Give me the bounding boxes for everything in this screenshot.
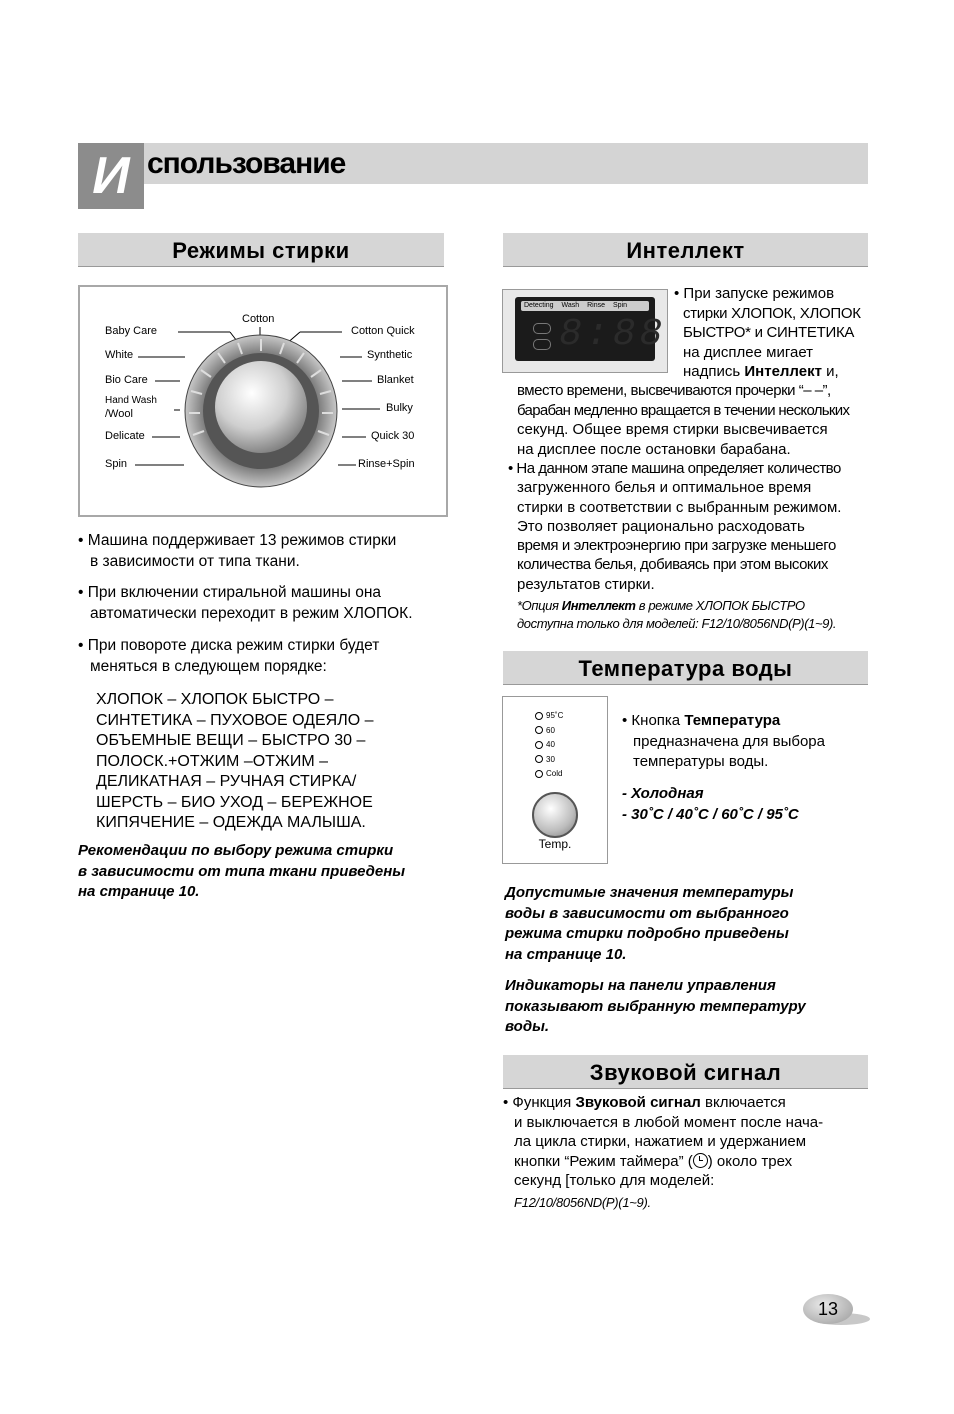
indicator-led-icon (535, 741, 543, 749)
intellect-term: Интеллект (744, 363, 822, 380)
text-line: в зависимости от типа ткани. (90, 552, 300, 570)
modes-note (78, 841, 458, 903)
text-line: • Машина поддерживает 13 режимов стирки (78, 532, 397, 549)
text-line (503, 1152, 873, 1172)
dial-label-quick-30: Quick 30 (371, 430, 415, 442)
temp-button[interactable] (532, 792, 578, 838)
mode-order-list (96, 690, 446, 834)
temperature-note-1 (505, 883, 875, 965)
temp-level-30 (535, 753, 563, 768)
text-line: воды. (505, 1018, 550, 1035)
text-line (622, 711, 872, 732)
text-line: Индикаторы на панели управления (505, 977, 776, 994)
dial-label-cotton-quick: Cotton Quick (351, 325, 415, 337)
sound-bullet (503, 1093, 873, 1212)
progress-strip (521, 301, 649, 311)
temp-level-label: 40 (546, 740, 555, 749)
text-line (674, 362, 874, 382)
dial-label-bulky: Bulky (386, 402, 413, 414)
text-line: вместо времени, высвечиваются прочерки “– –”, (517, 382, 831, 399)
temp-level-label: 60 (546, 725, 555, 735)
section-heading-temperature: Температура воды (503, 651, 868, 685)
indicator-led-icon (535, 755, 543, 763)
lcd-spin-label: Spin (612, 302, 627, 309)
section-heading-intellect: Интеллект (503, 233, 868, 267)
header-initial-letter: И (78, 143, 144, 209)
temp-level-95 (535, 709, 563, 724)
sound-term: Звуковой сигнал (575, 1094, 701, 1111)
text-line: • При включении стиральной машины она (78, 584, 382, 601)
temperature-term: Температура (684, 712, 781, 729)
text-line: • При повороте диска режим стирки будет (78, 637, 380, 654)
temp-value-cold: - Холодная (622, 785, 704, 802)
page-title: спользование (147, 147, 346, 180)
text-line: автоматически переходит в режим ХЛОПОК. (90, 604, 413, 622)
temp-level-label: 95˚C (546, 711, 564, 720)
temperature-bullet (622, 711, 872, 773)
dial-label-hand-wash: Hand Wash (105, 395, 157, 406)
indicator-led-icon (535, 726, 543, 734)
temp-level-label: 30 (546, 754, 555, 764)
text-span: ) около трех (707, 1152, 793, 1170)
text-line: ла цикла стирки, нажатием и удержанием (514, 1133, 807, 1150)
text-line: стирки в соответствии с выбранным режимом. (517, 498, 842, 516)
lcd-wash-label: Wash (561, 302, 580, 309)
text-span: надпись (683, 363, 745, 380)
temp-button-label: Temp. (538, 837, 572, 851)
text-line: на дисплее после остановки барабана. (517, 440, 791, 458)
dial-label-spin: Spin (105, 458, 128, 470)
text-line: время и электроэнергию при загрузке меньшего (517, 537, 836, 555)
text-line: на странице 10. (505, 945, 627, 963)
temperature-values (622, 784, 872, 825)
section-heading-modes: Режимы стирки (78, 233, 444, 267)
page-number: 13 (803, 1294, 853, 1324)
text-line (517, 597, 877, 615)
text-line: БЫСТРО* и СИНТЕТИКА (683, 324, 855, 341)
temperature-panel-figure (502, 696, 608, 864)
text-line: воды в зависимости от выбранного (505, 904, 789, 922)
temp-level-cold (535, 767, 563, 782)
mode-order-line: ОБЪЕМНЫЕ ВЕЩИ – БЫСТРО 30 – (96, 732, 366, 749)
text-line: в зависимости от типа ткани приведены (78, 862, 406, 880)
text-line: загруженного белья и оптимальное время (517, 479, 812, 497)
play-pause-icon (533, 339, 551, 350)
text-span: включается (700, 1094, 786, 1111)
text-line: результатов стирки. (517, 575, 655, 593)
text-line: секунд. Общее время стирки высвечивается (517, 421, 828, 438)
text-line: режима стирки подробно приведены (505, 925, 789, 942)
dial-label-white: White (105, 349, 134, 361)
text-line: Допустимые значения температуры (505, 884, 794, 901)
lcd-detecting-label: Detecting (524, 302, 554, 309)
text-line: F12/10/8056ND(P)(1~9). (514, 1194, 651, 1210)
lcd-digits: 8:88 (559, 313, 667, 356)
temp-value-list: - 30˚C / 40˚C / 60˚C / 95˚C (622, 805, 799, 823)
mode-order-line: ШЕРСТЬ – БИО УХОД – БЕРЕЖНОЕ (96, 793, 373, 811)
text-line: меняться в следующем порядке: (90, 657, 327, 675)
text-span: кнопки “Режим таймера” ( (514, 1152, 693, 1170)
intellect-term: Интеллект (561, 598, 636, 613)
lock-icon (533, 323, 551, 334)
display-panel-figure (502, 289, 668, 373)
temp-level-40 (535, 738, 563, 753)
lcd-rinse-label: Rinse (587, 302, 606, 309)
text-line: • При запуске режимов (674, 285, 835, 302)
timer-clock-icon (693, 1153, 708, 1168)
indicator-led-icon (535, 712, 543, 720)
text-line: на дисплее мигает (683, 343, 814, 361)
dial-label-rinse-spin: Rinse+Spin (358, 458, 415, 470)
text-line: на странице 10. (78, 883, 200, 900)
intellect-bullet-1-cont (517, 381, 877, 459)
text-line: доступна только для моделей: F12/10/8056ND(P)(1~9). (517, 616, 837, 631)
dial-label-baby-care: Baby Care (105, 325, 157, 337)
text-line: Это позволяет рационально расходовать (517, 517, 805, 535)
intellect-bullet-1-right (674, 284, 874, 382)
dial-label-bio-care: Bio Care (105, 374, 148, 386)
lcd-screen (515, 297, 667, 361)
dial-label-wool: /Wool (105, 408, 133, 420)
indicator-led-icon (535, 770, 543, 778)
modes-bullet-3 (78, 636, 448, 677)
text-span: и, (821, 363, 839, 380)
text-line: Рекомендации по выбору режима стирки (78, 842, 394, 859)
text-line: секунд [только для моделей: (514, 1172, 715, 1189)
dial-label-cotton: Cotton (242, 313, 275, 325)
intellect-bullet-2 (508, 459, 878, 594)
mode-order-line: ХЛОПОК – ХЛОПОК БЫСТРО – (96, 691, 334, 708)
dial-label-delicate: Delicate (105, 430, 145, 442)
text-line: показывают выбранную температуру (505, 997, 806, 1015)
text-span: • Функция (503, 1094, 576, 1111)
temp-level-label: Cold (546, 769, 563, 778)
mode-order-line: ДЕЛИКАТНАЯ – РУЧНАЯ СТИРКА/ (96, 773, 357, 790)
temperature-indicator-list (535, 709, 563, 782)
dial-label-blanket: Blanket (377, 374, 414, 386)
text-span: в режиме ХЛОПОК БЫСТРО (635, 598, 805, 613)
mode-order-line: СИНТЕТИКА – ПУХОВОЕ ОДЕЯЛО – (96, 711, 374, 729)
text-line: предназначена для выбора (633, 732, 825, 750)
text-span: *Опция (517, 598, 562, 613)
dial-label-synthetic: Synthetic (367, 349, 413, 361)
mode-order-line: КИПЯЧЕНИЕ – ОДЕЖДА МАЛЫША. (96, 814, 366, 831)
temperature-note-2 (505, 976, 875, 1038)
text-line: количества белья, добиваясь при этом высоких (517, 556, 828, 574)
text-line (503, 1093, 873, 1113)
modes-bullet-1 (78, 531, 448, 572)
text-line: стирки ХЛОПОК, ХЛОПОК (683, 304, 861, 322)
mode-order-line: ПОЛОСК.+ОТЖИМ –ОТЖИМ – (96, 752, 329, 770)
modes-bullet-2 (78, 583, 448, 624)
text-line: барабан медленно вращается в течении нескольких (517, 401, 850, 419)
intellect-option-note (517, 597, 877, 633)
program-dial-figure (78, 285, 448, 517)
text-line: • На данном этапе машина определяет количество (508, 460, 841, 477)
section-heading-sound: Звуковой сигнал (503, 1055, 868, 1089)
text-line: температуры воды. (633, 753, 769, 770)
text-line: и выключается в любой момент после нача- (514, 1113, 824, 1131)
text-span: • Кнопка (622, 712, 685, 729)
temp-level-60 (535, 724, 563, 739)
